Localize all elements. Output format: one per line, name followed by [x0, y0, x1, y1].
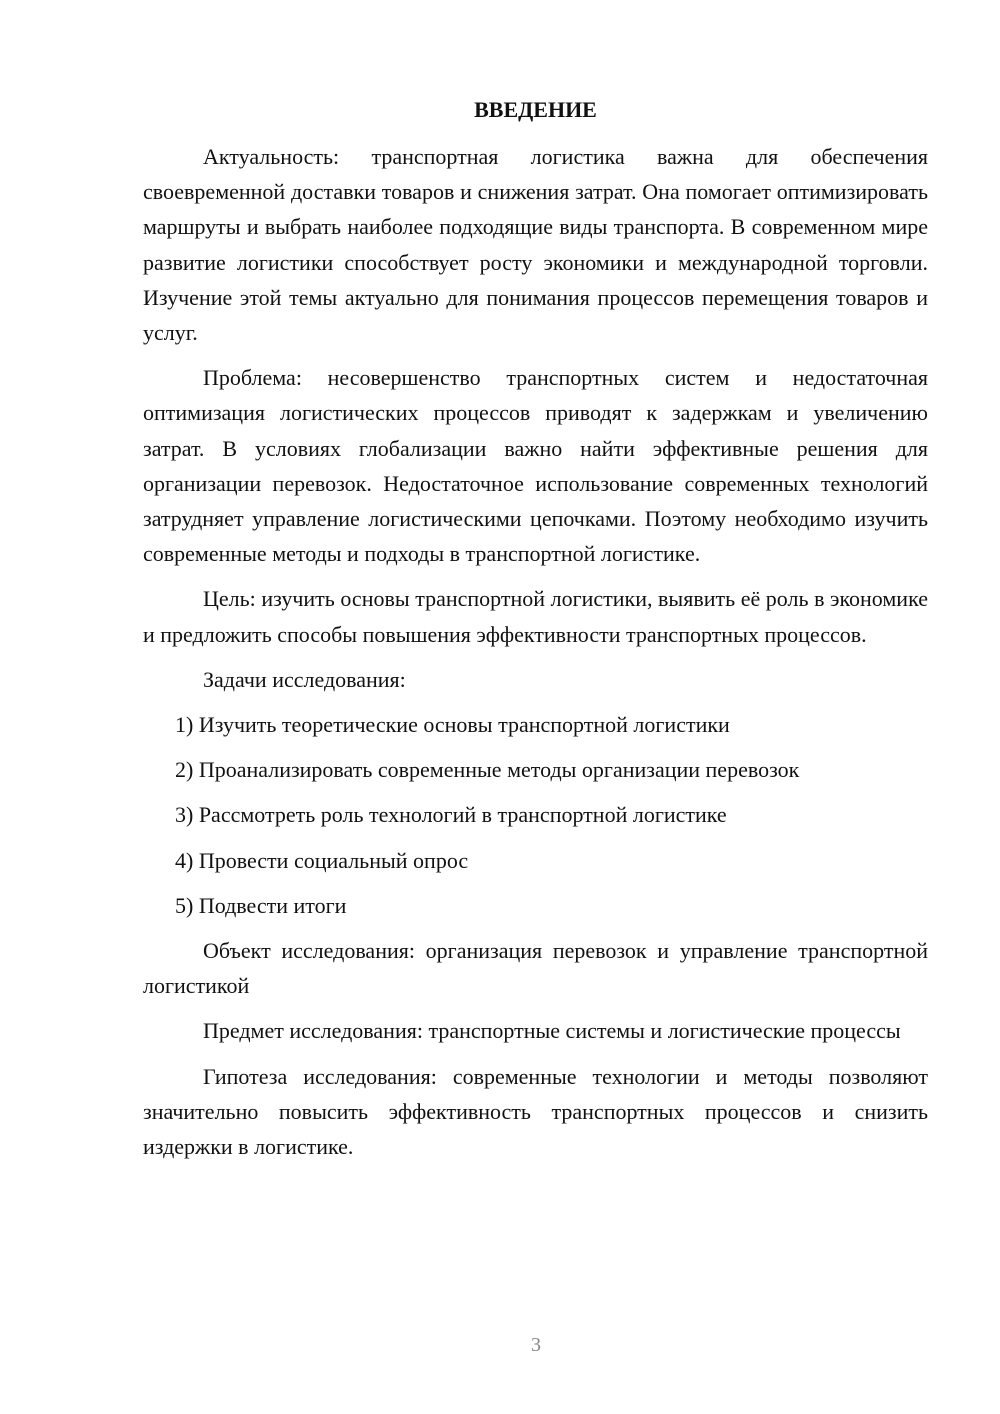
- task-item: 2) Проанализировать современные методы организации перевозок: [175, 757, 800, 783]
- task-item: 4) Провести социальный опрос: [175, 847, 469, 873]
- paragraph-problem: Проблема: несовершенство транспортных систем и недостаточная оптимизация логистических процессов приводят к задержкам и увеличению затрат. В условиях глобализации важно найти эффективные решения для организации перевозок. Недостаточное использование современных технологий затрудняет управление логистическими цепочками. Поэтому необходимо изучить современные методы и подходы в транспортной логистике.: [143, 365, 928, 567]
- paragraph-subject: Предмет исследования: транспортные системы и логистические процессы: [203, 1018, 901, 1044]
- paragraph-object: Объект исследования: организация перевозок и управление транспортной логистикой: [143, 938, 928, 999]
- task-item: 1) Изучить теоретические основы транспортной логистики: [175, 712, 730, 738]
- paragraph-goal: Цель: изучить основы транспортной логистики, выявить её роль в экономике и предложить способы повышения эффективности транспортных процессов.: [143, 586, 928, 647]
- paragraph-relevance: Актуальность: транспортная логистика важна для обеспечения своевременной доставки товаров и снижения затрат. Она помогает оптимизировать маршруты и выбрать наиболее подходящие виды транспорта. В современном мире развитие логистики способствует росту экономики и международной торговли. Изучение этой темы актуально для понимания процессов перемещения товаров и услуг.: [143, 144, 928, 346]
- task-item: 3) Рассмотреть роль технологий в транспортной логистике: [175, 802, 727, 828]
- task-item: 5) Подвести итоги: [175, 892, 347, 918]
- tasks-heading: Задачи исследования:: [203, 666, 406, 692]
- page-content: [143, 96, 928, 1174]
- paragraph-hypothesis: Гипотеза исследования: современные технологии и методы позволяют значительно повысить эффективность транспортных процессов и снизить издержки в логистике.: [143, 1063, 928, 1160]
- page-number: 3: [531, 1334, 541, 1356]
- section-title: ВВЕДЕНИЕ: [474, 97, 597, 122]
- tasks-list: [143, 707, 928, 923]
